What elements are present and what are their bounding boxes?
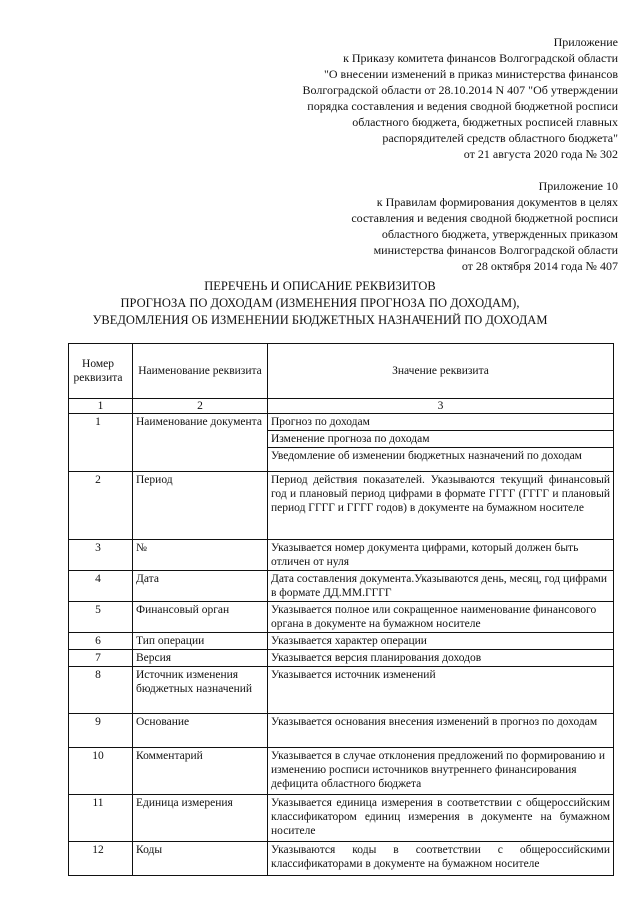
title-line: УВЕДОМЛЕНИЯ ОБ ИЗМЕНЕНИИ БЮДЖЕТНЫХ НАЗНАЧЕНИЙ ПО ДОХОДАМ [92, 313, 548, 327]
title-line: ПРОГНОЗА ПО ДОХОДАМ (ИЗМЕНЕНИЯ ПРОГНОЗА ПО ДОХОДАМ), [120, 296, 520, 310]
row-number: 5 [69, 602, 133, 633]
row-name: Тип операции [133, 633, 268, 650]
requisites-table [68, 343, 614, 876]
header-line: областного бюджета, утвержденных приказом [381, 227, 618, 241]
row-number: 3 [69, 540, 133, 571]
row-number: 1 [69, 414, 133, 472]
row-value: Указываются коды в соответствии с общероссийскими классификаторами в документе на бумажном носителе [271, 844, 610, 870]
row-number: 2 [69, 472, 133, 540]
row-value: Указывается источник изменений [271, 669, 436, 681]
table-row [69, 540, 614, 571]
header-line: к Правилам формирования документов в целях [376, 195, 618, 209]
header-line: порядка составления и ведения сводной бюджетной росписи [307, 99, 618, 113]
header-line: составления и ведения сводной бюджетной росписи [351, 211, 618, 225]
row-value: Указывается единица измерения в соответствии с общероссийским классификатором единиц измерения в документе на бумажном носителе [271, 797, 610, 837]
table-row [69, 748, 614, 795]
row-value: Указывается в случае отклонения предложений по формированию и изменению росписи источников внутреннего финансирования дефицита областного бюджета [271, 750, 605, 790]
row-name: № [133, 540, 268, 571]
table-header-row [69, 344, 614, 399]
header-line: Приложение 10 [538, 179, 618, 193]
row-name: Период [133, 472, 268, 540]
row-value: Период действия показателей. Указываются текущий финансовый год и плановый период цифрами в формате ГГГГ (ГГГГ и плановый период ГГГГ и ГГГГ годов) в документе на бумажном носителе [271, 474, 610, 514]
row-name: Наименование документа [133, 414, 268, 472]
column-header-value: Значение реквизита [268, 344, 614, 399]
document-title [0, 278, 640, 329]
table-row [69, 795, 614, 842]
row-name: Источник изменения бюджетных назначений [133, 667, 268, 714]
row-number: 7 [69, 650, 133, 667]
title-line: ПЕРЕЧЕНЬ И ОПИСАНИЕ РЕКВИЗИТОВ [204, 279, 436, 293]
column-header-number: Номер реквизита [69, 344, 133, 399]
table-row [69, 633, 614, 650]
column-header-name: Наименование реквизита [133, 344, 268, 399]
row-value-option: Прогноз по доходам [268, 414, 613, 431]
row-value-option: Изменение прогноза по доходам [268, 431, 613, 448]
row-name: Коды [133, 842, 268, 876]
row-number: 11 [69, 795, 133, 842]
row-number: 10 [69, 748, 133, 795]
row-number: 12 [69, 842, 133, 876]
column-number: 3 [268, 399, 614, 414]
table-row [69, 667, 614, 714]
header-line: министерства финансов Волгоградской области [373, 243, 618, 257]
row-name: Версия [133, 650, 268, 667]
row-number: 9 [69, 714, 133, 748]
table-row [69, 472, 614, 540]
header-line: распорядителей средств областного бюджета" [382, 131, 618, 145]
row-name: Единица измерения [133, 795, 268, 842]
header-line: Волгоградской области от 28.10.2014 N 407 "Об утверждении [302, 83, 618, 97]
row-value-cell [268, 414, 614, 472]
appendix-header [303, 34, 618, 162]
table-row [69, 414, 614, 472]
table-row [69, 842, 614, 876]
appendix-10-header [351, 178, 618, 274]
row-value: Указывается характер операции [271, 635, 427, 647]
column-number-row [69, 399, 614, 414]
header-line: Приложение [553, 35, 618, 49]
table-row [69, 714, 614, 748]
header-line: к Приказу комитета финансов Волгоградской области [343, 51, 618, 65]
row-name: Дата [133, 571, 268, 602]
row-name: Основание [133, 714, 268, 748]
header-line: "О внесении изменений в приказ министерства финансов [323, 67, 618, 81]
row-name: Финансовый орган [133, 602, 268, 633]
header-line: от 21 августа 2020 года № 302 [463, 147, 618, 161]
table-row [69, 571, 614, 602]
header-line: от 28 октября 2014 года № 407 [461, 259, 618, 273]
row-value: Указывается полное или сокращенное наименование финансового органа в документе на бумажном носителе [271, 604, 597, 630]
column-number: 2 [133, 399, 268, 414]
row-value: Указывается основания внесения изменений в прогноз по доходам [271, 716, 598, 728]
row-value: Указывается версия планирования доходов [271, 652, 482, 664]
row-number: 8 [69, 667, 133, 714]
row-value: Указывается номер документа цифрами, который должен быть отличен от нуля [271, 542, 579, 568]
row-number: 4 [69, 571, 133, 602]
row-name: Комментарий [133, 748, 268, 795]
column-number: 1 [69, 399, 133, 414]
row-number: 6 [69, 633, 133, 650]
row-value-option: Уведомление об изменении бюджетных назначений по доходам [271, 450, 582, 462]
header-line: областного бюджета, бюджетных росписей главных [352, 115, 618, 129]
table-row [69, 650, 614, 667]
row-value: Дата составления документа.Указываются день, месяц, год цифрами в формате ДД.ММ.ГГГГ [271, 573, 608, 599]
table-row [69, 602, 614, 633]
